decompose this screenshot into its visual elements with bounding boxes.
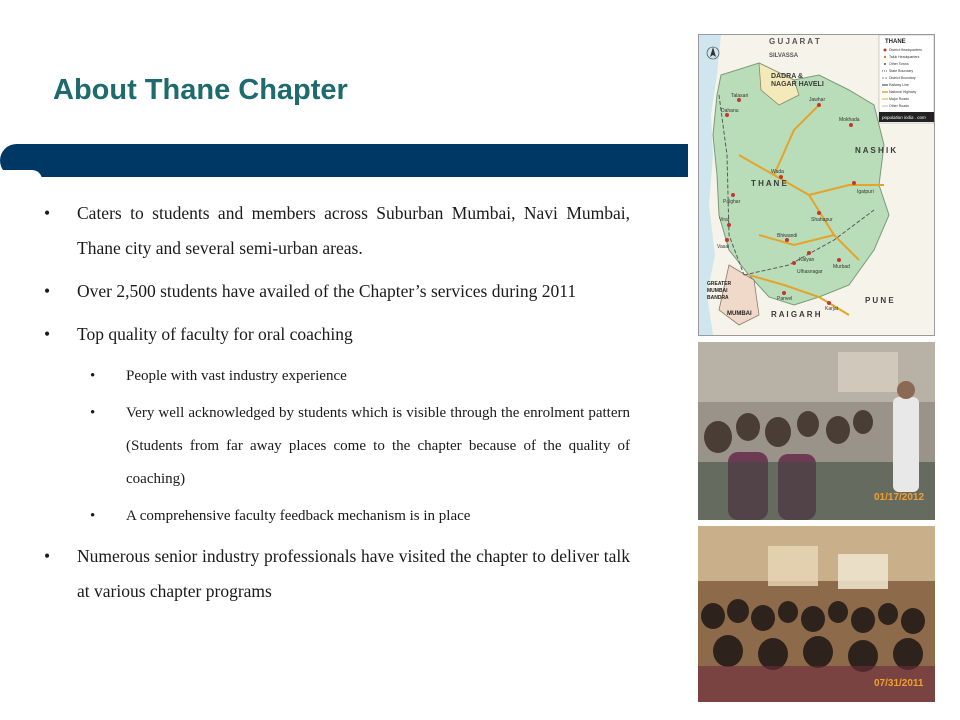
sub-bullet-list (40, 360, 630, 533)
town-virar: Virar (719, 217, 730, 223)
bullet-icon: • (90, 368, 96, 384)
bullet-icon: • (44, 281, 51, 301)
town-panvel: Panvel (777, 296, 793, 302)
town-ulhasnagar: Ulhasnagar (797, 269, 823, 275)
speaker-figure (893, 397, 919, 492)
town-vasai: Vasai (717, 244, 730, 250)
sub-bullet-text: Very well acknowledged by students which is visible through the enrolment pattern (Students from far away places come to the chapter because of the quality of coaching) (126, 405, 630, 487)
bullet-icon: • (90, 405, 96, 421)
town-igatpuri: Igatpuri (857, 189, 874, 195)
legend-item: Railway Line (889, 83, 909, 87)
classroom-photo-2 (698, 526, 935, 702)
map-legend (879, 35, 934, 123)
region-bandra: BANDRA (707, 295, 729, 301)
map-credit: population india . com (882, 115, 926, 120)
photo-graphic (698, 342, 935, 520)
region-nashik: N A S H I K (855, 146, 897, 155)
bullet-icon: • (44, 324, 51, 344)
map-graphic (699, 35, 934, 335)
town-murbad: Murbad (833, 264, 850, 270)
legend-item: District Headquarters (889, 48, 922, 52)
town-karjat: Karjat (825, 306, 839, 312)
region-mumbai: MUMBAI (727, 311, 752, 317)
sub-bullet-text: People with vast industry experience (126, 368, 347, 384)
header-bar-notch (0, 170, 42, 180)
region-silvassa: SILVASSA (769, 53, 799, 59)
bullet-icon: • (44, 203, 51, 223)
legend-item: National Highway (889, 90, 917, 94)
slide-title: About Thane Chapter (53, 74, 348, 106)
bullet-item (40, 539, 630, 609)
legend-item: Other Roads (889, 104, 909, 108)
bullet-text: Numerous senior industry professionals have visited the chapter to deliver talk at various chapter programs (77, 546, 630, 601)
town-bhiwandi: Bhiwandi (777, 233, 798, 239)
bullet-text: Top quality of faculty for oral coaching (77, 324, 353, 344)
town-jawhar: Jawhar (809, 97, 826, 103)
bullet-icon: • (90, 508, 96, 524)
bullet-text: Caters to students and members across Suburban Mumbai, Navi Mumbai, Thane city and several semi-urban areas. (77, 203, 630, 258)
region-raigarh: R A I G A R H (771, 310, 821, 319)
sub-bullet-item (40, 500, 630, 533)
photo-date-stamp: 07/31/2011 (874, 678, 924, 689)
legend-item: Major Roads (889, 97, 909, 101)
region-gujarat: G U J A R A T (769, 37, 820, 46)
header-bar (0, 144, 688, 177)
legend-item: State Boundary (889, 69, 914, 73)
sub-bullet-item (40, 360, 630, 393)
town-dahanu: Dahanu (721, 108, 739, 114)
legend-item: District Boundary (889, 76, 916, 80)
legend-item: Other Towns (889, 62, 909, 66)
projector-screen (838, 554, 888, 589)
town-shahapur: Shahapur (811, 217, 833, 223)
town-talasari: Talasari (731, 93, 749, 99)
region-dadra-2: NAGAR HAVELI (771, 81, 824, 88)
region-greater-mumbai-2: MUMBAI (707, 288, 728, 294)
photo-date-stamp: 01/17/2012 (874, 492, 925, 503)
region-pune: P U N E (865, 296, 894, 305)
town-kalyan: Kalyan (799, 257, 815, 263)
bullet-item (40, 317, 630, 352)
region-thane: T H A N E (751, 179, 787, 188)
bullet-list (40, 196, 630, 617)
photo-graphic (698, 526, 935, 702)
town-palghar: Palghar (723, 199, 741, 205)
region-dadra: DADRA & (771, 73, 804, 80)
town-mokhada: Mokhada (839, 117, 860, 123)
bullet-item (40, 274, 630, 309)
map-title: THANE (885, 39, 906, 45)
classroom-photo-1 (698, 342, 935, 520)
bullet-text: Over 2,500 students have availed of the Chapter’s services during 2011 (77, 281, 577, 301)
thane-district-map (698, 34, 935, 336)
sub-bullet-text: A comprehensive faculty feedback mechanism is in place (126, 508, 471, 524)
legend-item: Taluk Headquarters (889, 55, 920, 59)
town-wada: Wada (771, 169, 784, 175)
bullet-item (40, 196, 630, 266)
region-greater-mumbai: GREATER (707, 281, 732, 287)
sub-bullet-item (40, 397, 630, 496)
bullet-icon: • (44, 546, 51, 566)
